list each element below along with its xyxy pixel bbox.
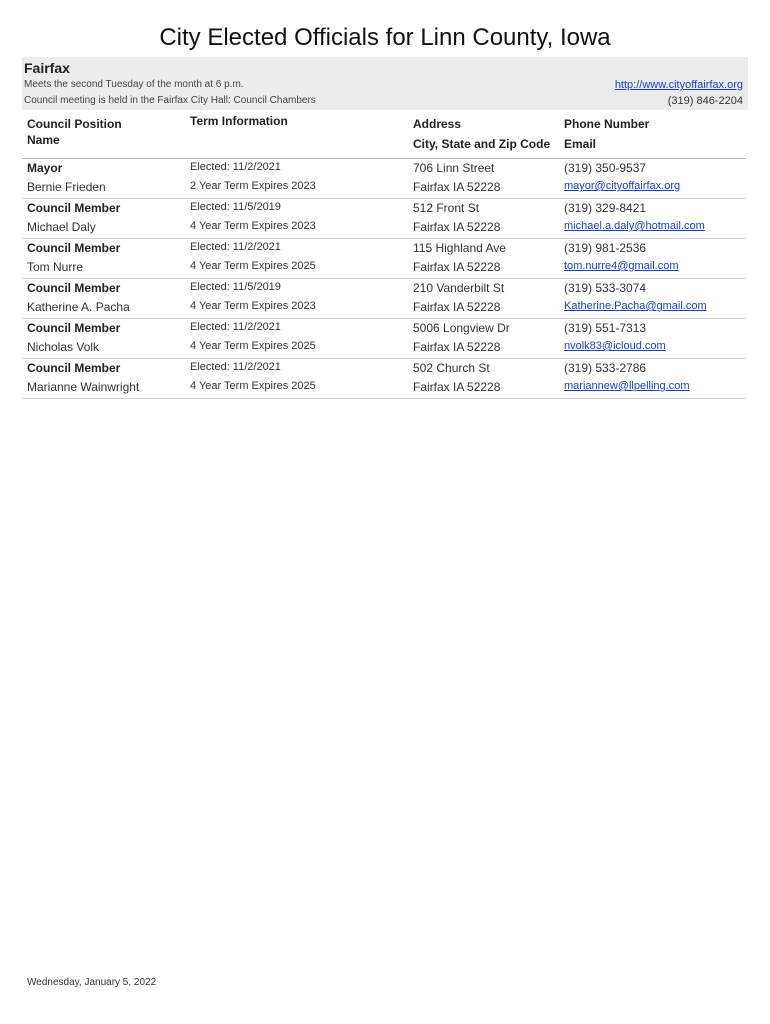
- phone-number: (319) 533-3074: [564, 281, 647, 295]
- street-address: 115 Highland Ave: [413, 241, 506, 255]
- phone-number: (319) 533-2786: [564, 361, 647, 375]
- term-expiry: 4 Year Term Expires 2023: [190, 300, 316, 312]
- header-address: Address: [413, 117, 462, 131]
- street-address: 706 Linn Street: [413, 161, 495, 175]
- email-link[interactable]: mayor@cityoffairfax.org: [564, 180, 681, 192]
- position: Council Member: [27, 241, 121, 255]
- header-city-state-zip: City, State and Zip Code: [413, 137, 551, 151]
- meeting-location: Council meeting is held in the Fairfax City Hall: Council Chambers: [24, 95, 316, 106]
- phone-number: (319) 329-8421: [564, 201, 647, 215]
- header-position: Council Position: [27, 117, 122, 131]
- email-link[interactable]: Katherine.Pacha@gmail.com: [564, 300, 707, 312]
- position: Council Member: [27, 321, 121, 335]
- city-website-link[interactable]: http://www.cityoffairfax.org: [614, 79, 743, 91]
- page-title: City Elected Officials for Linn County, Iowa: [159, 24, 611, 51]
- elected-date: Elected: 11/2/2021: [190, 241, 281, 253]
- phone-number: (319) 981-2536: [564, 241, 647, 255]
- city-state-zip: Fairfax IA 52228: [413, 260, 501, 274]
- elected-date: Elected: 11/5/2019: [190, 281, 281, 293]
- city-state-zip: Fairfax IA 52228: [413, 180, 501, 194]
- city-header: [22, 57, 748, 110]
- position: Council Member: [27, 281, 121, 295]
- table-row: [22, 359, 746, 399]
- street-address: 512 Front St: [413, 201, 480, 215]
- official-name: Michael Daly: [27, 220, 96, 234]
- street-address: 502 Church St: [413, 361, 490, 375]
- city-phone: (319) 846-2204: [667, 95, 743, 107]
- city-state-zip: Fairfax IA 52228: [413, 220, 501, 234]
- official-name: Bernie Frieden: [27, 180, 106, 194]
- elected-date: Elected: 11/2/2021: [190, 321, 281, 333]
- phone-number: (319) 551-7313: [564, 321, 647, 335]
- table-row: [22, 239, 746, 279]
- term-expiry: 4 Year Term Expires 2025: [190, 260, 316, 272]
- table-row: [22, 279, 746, 319]
- table-row: [22, 319, 746, 359]
- table-row: [22, 199, 746, 239]
- term-expiry: 2 Year Term Expires 2023: [190, 180, 316, 192]
- city-state-zip: Fairfax IA 52228: [413, 340, 501, 354]
- position: Mayor: [27, 161, 63, 175]
- official-name: Tom Nurre: [27, 260, 84, 274]
- position: Council Member: [27, 361, 121, 375]
- email-link[interactable]: michael.a.daly@hotmail.com: [564, 220, 705, 232]
- street-address: 5006 Longview Dr: [413, 321, 510, 335]
- meeting-schedule: Meets the second Tuesday of the month at 6 p.m.: [24, 79, 244, 90]
- header-phone: Phone Number: [564, 117, 650, 131]
- phone-number: (319) 350-9537: [564, 161, 647, 175]
- email-link[interactable]: mariannew@llpelling.com: [564, 380, 690, 392]
- header-name: Name: [27, 133, 60, 147]
- city-state-zip: Fairfax IA 52228: [413, 380, 501, 394]
- footer-date: Wednesday, January 5, 2022: [27, 977, 157, 988]
- elected-date: Elected: 11/2/2021: [190, 161, 281, 173]
- city-state-zip: Fairfax IA 52228: [413, 300, 501, 314]
- official-name: Marianne Wainwright: [27, 380, 140, 394]
- header-term: Term Information: [190, 114, 288, 128]
- term-expiry: 4 Year Term Expires 2025: [190, 380, 316, 392]
- street-address: 210 Vanderbilt St: [413, 281, 505, 295]
- officials-table: [22, 159, 746, 399]
- term-expiry: 4 Year Term Expires 2025: [190, 340, 316, 352]
- header-email: Email: [564, 137, 597, 151]
- official-name: Katherine A. Pacha: [27, 300, 130, 314]
- official-name: Nicholas Volk: [27, 340, 100, 354]
- position: Council Member: [27, 201, 121, 215]
- elected-date: Elected: 11/2/2021: [190, 361, 281, 373]
- email-link[interactable]: nvolk83@icloud.com: [564, 340, 666, 352]
- city-name: Fairfax: [24, 60, 70, 76]
- email-link[interactable]: tom.nurre4@gmail.com: [564, 260, 679, 272]
- term-expiry: 4 Year Term Expires 2023: [190, 220, 316, 232]
- elected-date: Elected: 11/5/2019: [190, 201, 281, 213]
- table-row: [22, 159, 746, 199]
